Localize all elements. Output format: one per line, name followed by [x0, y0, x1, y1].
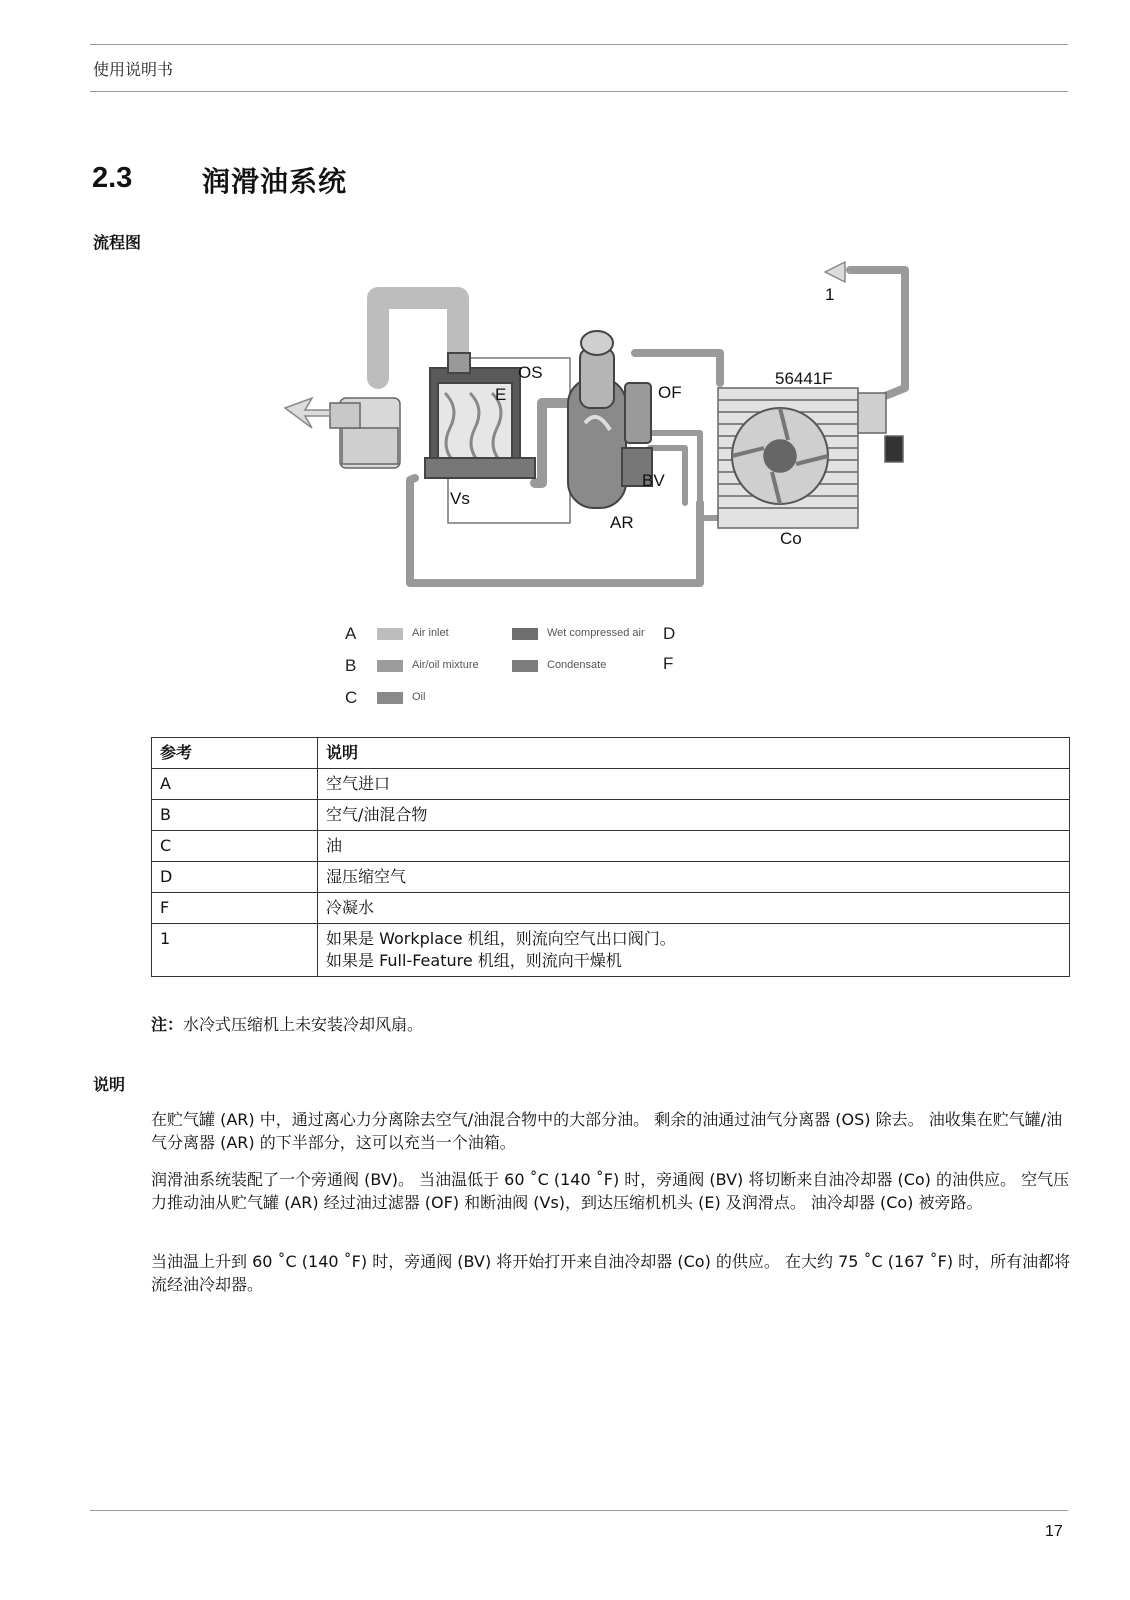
separator-vessel: [568, 331, 626, 508]
description-paragraph-1: 在贮气罐 (AR) 中，通过离心力分离除去空气/油混合物中的大部分油。 剩余的油通过油气分离器 (OS) 除去。 油收集在贮气罐/油气分离器 (AR) 的下半部分，这可以充当一个油箱。: [151, 1110, 1063, 1152]
legend-letter-c: C: [345, 688, 358, 707]
section-number: 2.3: [92, 162, 133, 194]
table-cell-desc-line1: 如果是 Workplace 机组，则流向空气出口阀门。: [326, 929, 676, 948]
table-row: [152, 862, 1070, 893]
label-os: OS: [518, 363, 543, 382]
table-cell-desc: 空气/油混合物: [318, 800, 1070, 831]
table-header-ref: 参考: [152, 738, 318, 769]
table-cell-ref: 1: [152, 924, 318, 977]
table-header-row: [152, 738, 1070, 769]
table-cell-desc-line2: 如果是 Full-Feature 机组，则流向干燥机: [326, 951, 622, 970]
label-e: E: [495, 385, 507, 404]
legend-swatch-f: [512, 660, 538, 672]
label-ar: AR: [610, 513, 634, 532]
inlet-filter: [330, 398, 400, 468]
legend-text-a: Air inlet: [412, 627, 449, 639]
legend-letter-a: A: [345, 624, 357, 643]
description-paragraph-2: 润滑油系统装配了一个旁通阀 (BV)。 当油温低于 60 ˚C (140 ˚F) 时，旁通阀 (BV) 将切断来自油冷却器 (Co) 的油供应。 空气压力推动油从贮气罐 (AR) 经过油过滤器 (OF) 和断油阀 (Vs)，到达压缩机机头 (E) 及润滑点。 油冷却器 (Co) 被旁路。: [151, 1170, 1070, 1212]
lubrication-flow-diagram: [280, 258, 920, 598]
label-co: Co: [780, 529, 802, 548]
legend-swatch-b: [377, 660, 403, 672]
header-bottom-rule: [90, 91, 1068, 92]
inlet-arrow: [285, 398, 330, 428]
table-row: [152, 800, 1070, 831]
outlet-line: [850, 270, 905, 398]
flowchart-heading: 流程图: [93, 233, 142, 252]
table-cell-desc: 油: [318, 831, 1070, 862]
oil-line-top: [635, 353, 720, 383]
section-title: 润滑油系统: [202, 165, 348, 198]
header-title: 使用说明书: [93, 60, 174, 79]
legend-text-b: Air/oil mixture: [412, 659, 479, 671]
page-number: 17: [1045, 1523, 1063, 1540]
note: [151, 1012, 423, 1035]
table-cell-desc: 湿压缩空气: [318, 862, 1070, 893]
legend-swatch-a: [377, 628, 403, 640]
table-cell-ref: C: [152, 831, 318, 862]
table-row: [152, 893, 1070, 924]
outlet-arrow: [825, 262, 845, 282]
table-cell-ref: A: [152, 769, 318, 800]
note-label: 注：: [151, 1015, 184, 1034]
label-of: OF: [658, 383, 682, 402]
legend-swatch-c: [377, 692, 403, 704]
legend-letter-b: B: [345, 656, 357, 675]
table-row: [152, 924, 1070, 977]
legend-text-c: Oil: [412, 691, 426, 703]
label-bv: BV: [642, 471, 665, 490]
legend-text-d: Wet compressed air: [547, 627, 645, 639]
table-cell-desc: [318, 924, 1070, 977]
table-cell-ref: F: [152, 893, 318, 924]
reference-table: [151, 737, 1070, 977]
table-header-desc: 说明: [318, 738, 1070, 769]
description-heading: 说明: [93, 1075, 126, 1094]
note-text: 水冷式压缩机上未安装冷却风扇。: [183, 1015, 424, 1034]
label-vs: Vs: [450, 489, 470, 508]
table-row: [152, 831, 1070, 862]
table-cell-ref: B: [152, 800, 318, 831]
table-cell-desc: 空气进口: [318, 769, 1070, 800]
air-inlet-duct: [378, 298, 458, 378]
description-paragraph-3: 当油温上升到 60 ˚C (140 ˚F) 时，旁通阀 (BV) 将开始打开来自油冷却器 (Co) 的供应。 在大约 75 ˚C (167 ˚F) 时，所有油都将流经油冷却器。: [151, 1252, 1071, 1294]
table-row: [152, 769, 1070, 800]
table-cell-desc: 冷凝水: [318, 893, 1070, 924]
header-top-rule: [90, 44, 1068, 45]
legend-swatch-d: [512, 628, 538, 640]
label-one: 1: [825, 285, 835, 304]
footer-rule: [90, 1510, 1068, 1511]
legend-text-f: Condensate: [547, 659, 607, 671]
label-ref: 56441F: [775, 369, 833, 388]
oil-cooler: [718, 388, 903, 528]
legend-letter-f: F: [663, 654, 674, 673]
table-cell-ref: D: [152, 862, 318, 893]
legend-letter-d: D: [663, 624, 676, 643]
